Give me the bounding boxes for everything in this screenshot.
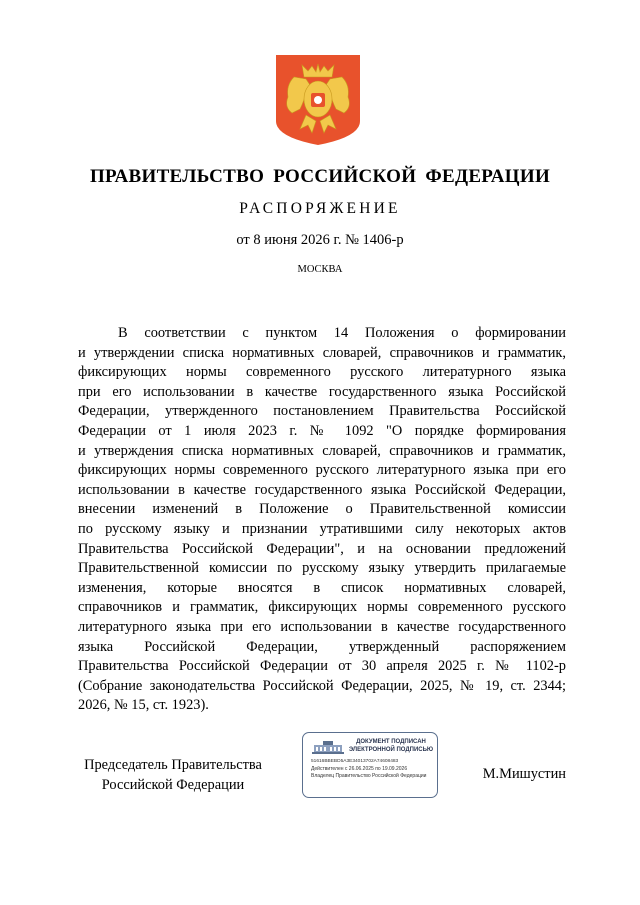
order-text	[78, 324, 566, 716]
stamp-title-line: ЭЛЕКТРОННОЙ ПОДПИСЬЮ	[348, 746, 434, 753]
text-line: 2026, № 15, ст. 1923).	[78, 697, 209, 714]
text-line: Федерации, утвержденного постановлением Правительства Российской	[78, 403, 566, 420]
government-building-icon	[311, 739, 345, 755]
government-title: ПРАВИТЕЛЬСТВО РОССИЙСКОЙ ФЕДЕРАЦИИ	[89, 166, 551, 187]
certificate-validity: Действителен с 26.06.2025 по 19.09.2026	[311, 766, 408, 772]
text-line: фиксирующих нормы современного русского литературного языка	[78, 364, 566, 381]
signer-position	[78, 756, 268, 795]
text-line: использовании в качестве государственного языка Российской Федерации,	[78, 481, 566, 498]
text-line: справочников и грамматик, фиксирующих нормы современного русского	[78, 599, 566, 616]
text-line: Правительственной комиссии по русскому языку утвердить прилагаемые	[78, 560, 566, 577]
text-line: изменения, которые вносятся в список нормативных словарей,	[78, 579, 566, 596]
signer-position-line: Председатель Правительства	[84, 757, 262, 773]
electronic-signature-stamp	[302, 732, 438, 798]
text-line: Правительства Российской Федерации", и на основании предложений	[78, 540, 566, 557]
certificate-number: 51616BBEBD5A3E34013702A74608483	[311, 759, 399, 764]
stamp-title-line: ДОКУМЕНТ ПОДПИСАН	[356, 739, 426, 745]
text-line: Федерации от 1 июля 2023 г. № 1092 "О порядке формирования	[78, 422, 566, 439]
document-city: МОСКВА	[297, 264, 343, 275]
signer-name: М.Мишустин	[482, 766, 566, 782]
text-line: внесении изменений в Положение о Правительственной комиссии	[78, 501, 566, 518]
document-date-number: от 8 июня 2026 г. № 1406-р	[236, 232, 404, 248]
text-line: В соответствии с пунктом 14 Положения о формировании	[118, 325, 566, 341]
signer-position-line: Российской Федерации	[101, 776, 245, 793]
text-line: при его использовании в качестве государственного языка Российской	[78, 383, 566, 400]
text-line: и утверждения списка нормативных словарей, справочников и грамматик,	[78, 442, 566, 459]
text-line: по русскому языку и признании утратившими силу некоторых актов	[78, 520, 566, 537]
stamp-title	[347, 739, 435, 754]
text-line: и утверждении списка нормативных словарей, справочников и грамматик,	[78, 344, 566, 361]
text-line: Правительства Российской Федерации от 30 апреля 2025 г. № 1102-р	[78, 658, 566, 675]
text-line: фиксирующих нормы современного русского литературного языка при его	[78, 462, 566, 479]
certificate-owner: Владелец Правительство Российской Федерации	[311, 773, 427, 779]
coat-of-arms-emblem	[276, 55, 360, 145]
text-line: литературного языка при его использовании в качестве государственного	[78, 618, 566, 635]
text-line: языка Российской Федерации, утвержденный распоряжением	[78, 638, 566, 655]
double-headed-eagle-icon	[276, 55, 360, 145]
document-type: РАСПОРЯЖЕНИЕ	[239, 200, 401, 217]
text-line: (Собрание законодательства Российской Федерации, 2025, № 19, ст. 2344;	[78, 677, 566, 694]
